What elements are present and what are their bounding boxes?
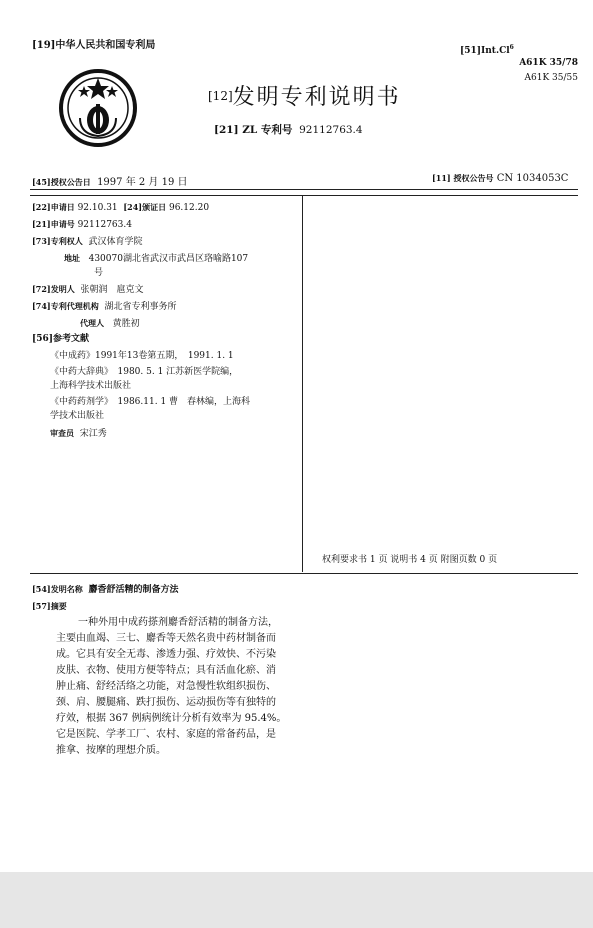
invention-title-row <box>32 584 178 596</box>
country-code: [19] <box>32 40 56 51</box>
patent-number-value: 92112763.4 <box>299 124 363 136</box>
abstract-line: 皮肤、衣物、使用方便等特点；具有活血化瘀、消 <box>56 665 276 676</box>
agency-row <box>32 301 176 313</box>
reference-line: 上海科学技术出版社 <box>50 381 132 391</box>
references-label: [56]参考文献 <box>32 334 90 344</box>
doc-type-code: [12] <box>208 89 233 103</box>
owner-label: [73]专利权人 <box>32 236 83 246</box>
examiner-row <box>50 428 107 440</box>
agent-name: 黄胜初 <box>112 319 140 329</box>
inventor-names: 张朝润 扈克文 <box>80 285 144 295</box>
invention-title: 麝香舒活精的制备方法 <box>88 585 179 595</box>
int-cl-label: [51]Int.Cl <box>460 46 510 56</box>
filing-date-row <box>32 202 209 214</box>
column-divider <box>302 196 303 572</box>
examiner-label: 审查员 <box>50 428 74 438</box>
abstract-line: 它是医院、学孝工厂、农村、家庭的常备药品，是 <box>56 729 276 740</box>
national-emblem-icon <box>58 68 138 148</box>
app-number-label: [21]申请号 <box>32 219 75 229</box>
invention-title-label: [54]发明名称 <box>32 584 83 594</box>
address-line-2: 号 <box>94 268 104 278</box>
patent-number <box>214 122 363 137</box>
abstract-line: 成。它具有安全无毒、渗透力强、疗效快、不污染 <box>56 649 276 660</box>
examiner-name: 宋江秀 <box>79 429 107 439</box>
abstract-line: 一种外用中成药搽剂麝香舒活精的制备方法， <box>78 617 278 628</box>
abstract-line: 疗效，根据 367 例病例统计分析有效率为 95.4%。 <box>56 713 287 724</box>
cert-date-label: [24]颁证日 <box>123 202 167 212</box>
patent-number-label: [21] ZL 专利号 <box>214 124 293 136</box>
ipc-class-1: A61K 35/78 <box>519 58 578 68</box>
country-name: 中华人民共和国专利局 <box>55 40 156 51</box>
agency-label: [74]专利代理机构 <box>32 301 99 311</box>
inventor-label: [72]发明人 <box>32 284 75 294</box>
filing-date-label: [22]申请日 <box>32 202 75 212</box>
agent-row <box>80 318 140 330</box>
country-header <box>32 40 155 52</box>
application-number-row <box>32 219 132 231</box>
abstract-line: 主要由血竭、三七、麝香等天然名贵中药材制备而 <box>56 633 276 644</box>
owner-value: 武汉体育学院 <box>88 237 143 247</box>
grant-date-label: [45]授权公告日 <box>32 177 91 187</box>
filing-date-value: 92.10.31 <box>77 203 118 213</box>
reference-line: 《中成药》1991年13卷第五期， 1991. 1. 1 <box>50 351 234 361</box>
address-label: 地址 <box>64 253 80 263</box>
abstract-label: [57]摘要 <box>32 601 67 611</box>
address-row <box>64 253 248 265</box>
grant-date-value: 1997 年 2 月 19 日 <box>97 177 188 188</box>
reference-line: 《中药大辞典》 1980. 5. 1 江苏新医学院编， <box>50 367 239 377</box>
document-type-title <box>208 80 401 111</box>
grant-number <box>432 173 568 184</box>
cert-date-value: 96.12.20 <box>168 203 210 213</box>
address-line-1: 430070湖北省武汉市武昌区珞喻路107 <box>88 254 249 264</box>
ipc-class-2: A61K 35/55 <box>524 73 578 83</box>
agency-name: 湖北省专利事务所 <box>104 302 177 312</box>
inventor-row <box>32 284 143 296</box>
doc-type-name: 发明专利说明书 <box>232 85 401 110</box>
abstract-line: 推拿、按摩的理想介质。 <box>56 745 166 756</box>
int-cl <box>460 42 514 57</box>
reference-line: 学技术出版社 <box>50 411 105 421</box>
reference-line: 《中药药剂学》 1986.11. 1 曹 春林编，上海科 <box>50 397 251 407</box>
int-cl-edition: 6 <box>509 44 514 51</box>
grant-number-value: CN 1034053C <box>496 173 569 184</box>
divider-bottom <box>30 573 578 574</box>
divider-top <box>30 189 578 190</box>
app-number-value: 92112763.4 <box>77 220 132 230</box>
agent-label: 代理人 <box>80 318 104 328</box>
grant-number-label: [11] 授权公告号 <box>432 173 494 183</box>
abstract-line: 肿止痛、舒经活络之功能，对急慢性软组织损伤、 <box>56 681 276 692</box>
pages-info: 权利要求书 1 页 说明书 4 页 附图页数 0 页 <box>322 555 498 565</box>
abstract-line: 颈、肩、腰腿痛、跌打损伤、运动损伤等有独特的 <box>56 697 276 708</box>
grant-date <box>32 173 188 188</box>
divider-top-2 <box>30 195 578 196</box>
owner-row <box>32 236 142 248</box>
